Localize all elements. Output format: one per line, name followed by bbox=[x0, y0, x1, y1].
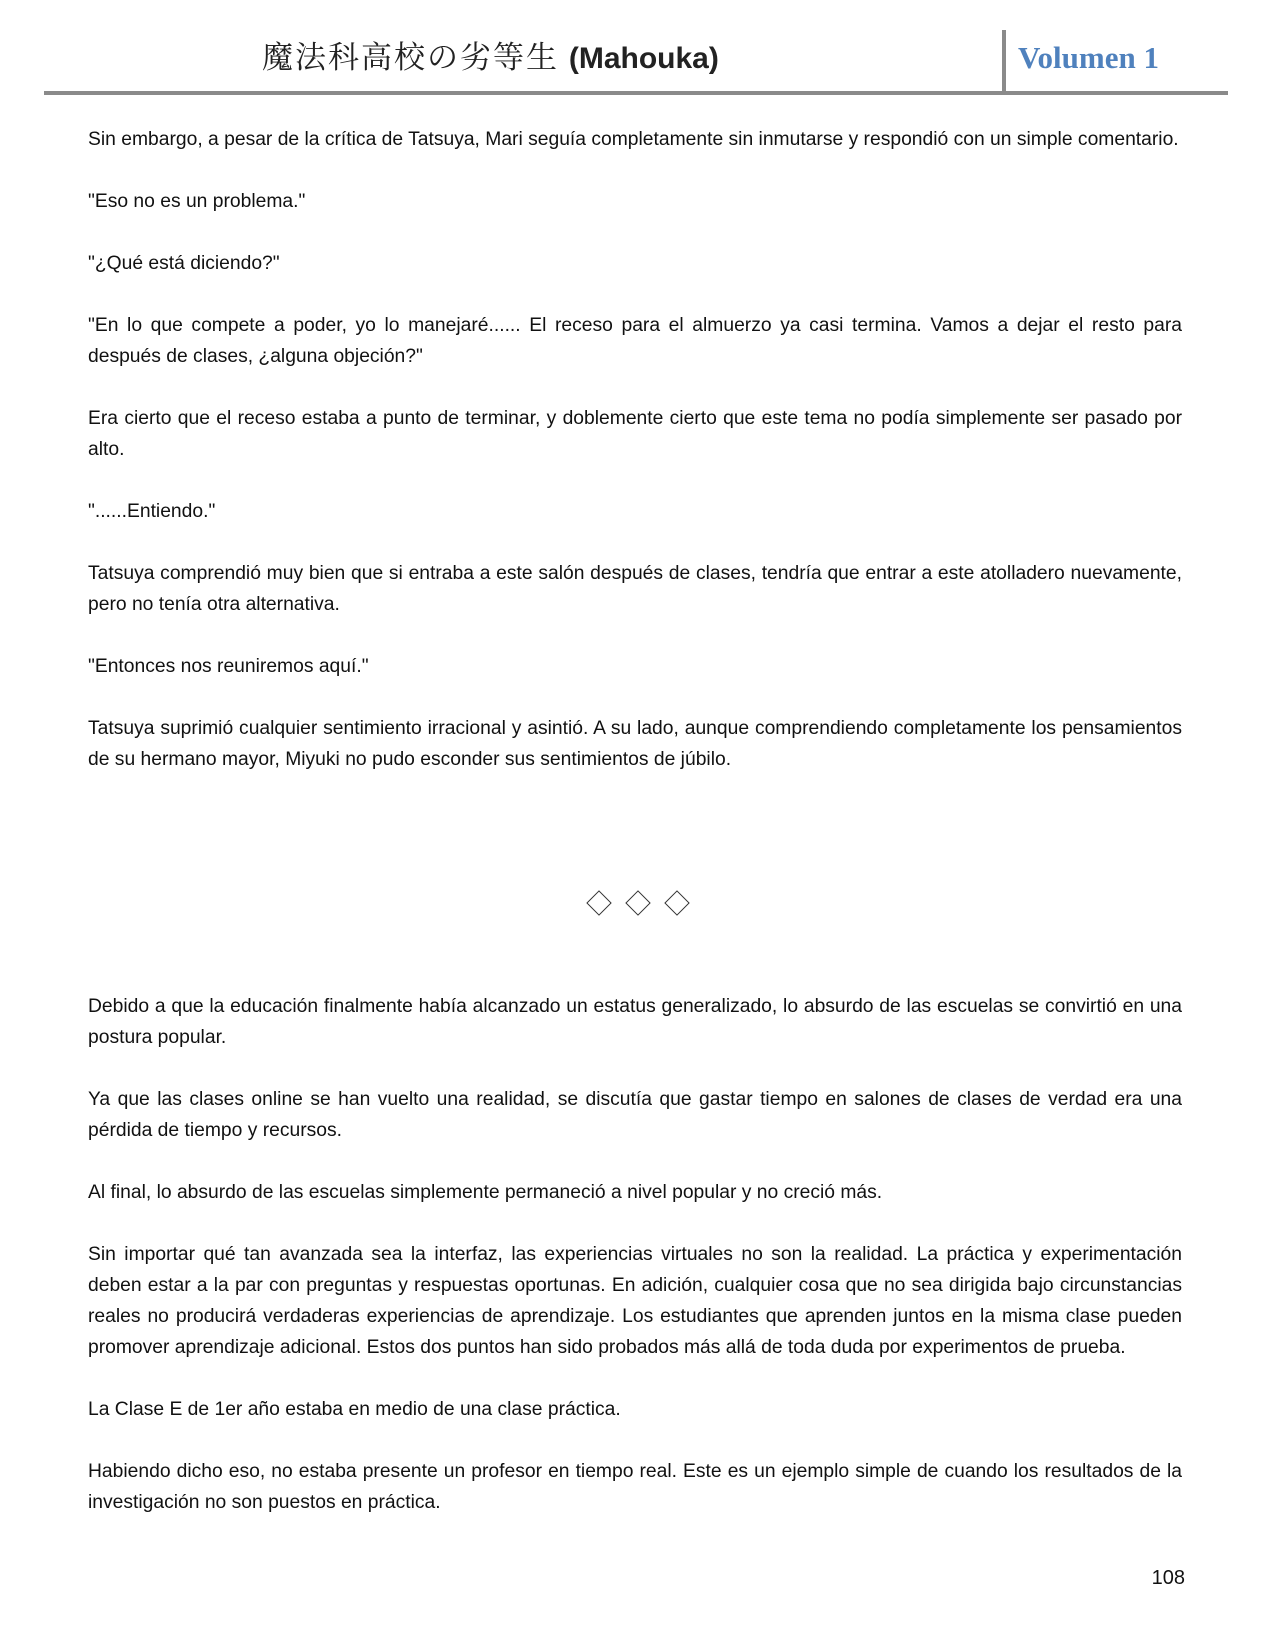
paragraph: "En lo que compete a poder, yo lo manejaré...... El receso para el almuerzo ya casi termina. Vamos a dejar el resto para después de clases, ¿alguna objeción?" bbox=[88, 315, 1182, 367]
body-section-1 bbox=[88, 124, 1182, 775]
page-number: 108 bbox=[1151, 1567, 1185, 1589]
body-section-2 bbox=[88, 991, 1182, 1518]
paragraph: Tatsuya suprimió cualquier sentimiento irracional y asintió. A su lado, aunque comprendiendo completamente los pensamientos de su hermano mayor, Miyuki no pudo esconder sus sentimientos de júbilo. bbox=[88, 718, 1182, 770]
paragraph: Al final, lo absurdo de las escuelas simplemente permaneció a nivel popular y no creció más. bbox=[88, 1182, 883, 1203]
diamond-outline-icon bbox=[664, 890, 689, 915]
paragraph: "Entonces nos reuniremos aquí." bbox=[88, 656, 369, 677]
volume-label: Volumen 1 bbox=[1018, 40, 1159, 75]
paragraph: Debido a que la educación finalmente había alcanzado un estatus generalizado, lo absurdo de las escuelas se convirtió en una postura popular. bbox=[88, 996, 1182, 1048]
paragraph: "Eso no es un problema." bbox=[88, 191, 306, 212]
paragraph: Ya que las clases online se han vuelto una realidad, se discutía que gastar tiempo en salones de clases de verdad era una pérdida de tiempo y recursos. bbox=[88, 1089, 1182, 1141]
paragraph: Habiendo dicho eso, no estaba presente un profesor en tiempo real. Este es un ejemplo simple de cuando los resultados de la investigación no son puestos en práctica. bbox=[88, 1461, 1182, 1513]
paragraph: Tatsuya comprendió muy bien que si entraba a este salón después de clases, tendría que entrar a este atolladero nuevamente, pero no tenía otra alternativa. bbox=[88, 563, 1182, 615]
paragraph: Sin importar qué tan avanzada sea la interfaz, las experiencias virtuales no son la realidad. La práctica y experimentación deben estar a la par con preguntas y respuestas oportunas. En adición, cualquier cosa que no sea dirigida bajo circunstancias reales no producirá verdaderas experiencias de aprendizaje. Los estudiantes que aprenden juntos en la misma clase pueden promover aprendizaje adicional. Estos dos puntos han sido probados más allá de toda duda por experimentos de prueba. bbox=[88, 1244, 1182, 1358]
diamond-outline-icon bbox=[625, 890, 650, 915]
scene-break bbox=[0, 891, 1275, 915]
header-divider bbox=[1002, 30, 1006, 95]
paragraph: Sin embargo, a pesar de la crítica de Tatsuya, Mari seguía completamente sin inmutarse y respondió con un simple comentario. bbox=[88, 129, 1179, 150]
paragraph: La Clase E de 1er año estaba en medio de una clase práctica. bbox=[88, 1399, 621, 1420]
book-title-romaji: (Mahouka) bbox=[568, 42, 719, 75]
book-title bbox=[262, 36, 992, 81]
book-title-japanese: 魔法科高校の劣等生 bbox=[262, 40, 559, 76]
paragraph: "......Entiendo." bbox=[88, 501, 216, 522]
diamond-outline-icon bbox=[586, 890, 611, 915]
header-rule bbox=[44, 91, 1228, 95]
paragraph: "¿Qué está diciendo?" bbox=[88, 253, 280, 274]
paragraph: Era cierto que el receso estaba a punto de terminar, y doblemente cierto que este tema no podía simplemente ser pasado por alto. bbox=[88, 408, 1182, 460]
